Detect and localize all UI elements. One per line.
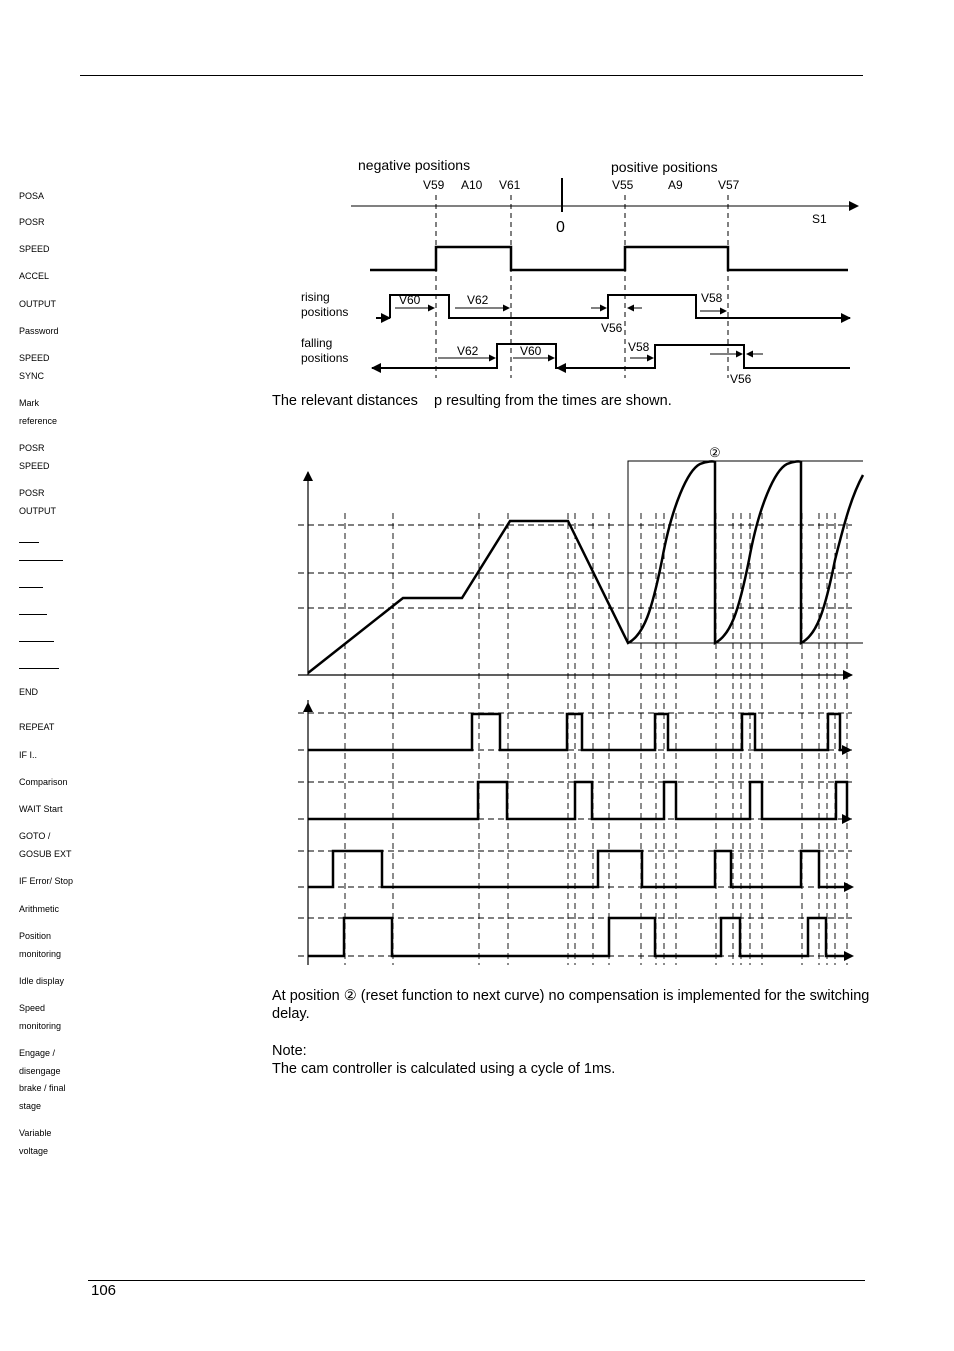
sidebar-item-9-line-1[interactable]: OUTPUT (19, 505, 56, 516)
v60-label-falling: V60 (520, 344, 542, 358)
sidebar-item-12-line-0[interactable]: IF I.. (19, 750, 37, 760)
sidebar-item-2-line-0[interactable]: SPEED (19, 244, 50, 254)
sidebar-item-9-line-0[interactable]: POSR (19, 488, 45, 498)
v56-label-falling: V56 (730, 372, 752, 386)
sidebar-item-21-line-1[interactable]: disengage (19, 1065, 61, 1076)
sidebar-item-8-line-0[interactable]: POSR (19, 443, 45, 453)
falling-label-1: falling (301, 336, 333, 350)
falling-label-2: positions (301, 351, 349, 365)
s1-label: S1 (812, 212, 827, 226)
sidebar-item-22-line-1[interactable]: voltage (19, 1145, 49, 1156)
sidebar-item-18-line-1[interactable]: monitoring (19, 948, 62, 959)
sidebar-item-5-line-0[interactable]: Password (19, 326, 59, 336)
sidebar-item-14-line-0[interactable]: WAIT Start (19, 804, 63, 814)
sidebar-item-8-line-1[interactable]: SPEED (19, 460, 50, 471)
page-number: 106 (91, 1282, 117, 1299)
v60-label-rising: V60 (399, 293, 421, 307)
v58-label-rising: V58 (701, 291, 723, 305)
sidebar-item-19-line-0[interactable]: Idle display (19, 976, 65, 986)
tick-label-v59: V59 (423, 178, 445, 192)
rising-label-2: positions (301, 305, 349, 319)
sidebar-item-6-line-0[interactable]: SPEED (19, 353, 50, 363)
sidebar-item-20-line-0[interactable]: Speed (19, 1003, 46, 1013)
sidebar-item-21-line-0[interactable]: Engage / (19, 1048, 56, 1058)
zero-label: 0 (556, 219, 565, 236)
reset-note-paragraph: At position ② (reset function to next curve) no compensation is implemented for the switching delay. (272, 988, 870, 1022)
note-body: The cam controller is calculated using a cycle of 1ms. (272, 1061, 616, 1077)
v58-label-falling: V58 (628, 340, 650, 354)
relevant-distances-text: The relevant distances p resulting from the times are shown. (272, 393, 672, 409)
negative-positions-label: negative positions (358, 157, 471, 173)
sidebar-item-13-line-0[interactable]: Comparison (19, 777, 68, 787)
sidebar-item-7-line-0[interactable]: Mark (19, 398, 39, 408)
sidebar-item-0-line-0[interactable]: POSA (19, 191, 45, 201)
v56-label-rising: V56 (601, 321, 623, 335)
sidebar-item-15-line-1[interactable]: GOSUB EXT (19, 848, 72, 859)
tick-label-a9: A9 (668, 178, 683, 192)
sidebar-item-22-line-0[interactable]: Variable (19, 1128, 52, 1138)
sidebar-item-10-line-0[interactable]: END (19, 687, 39, 697)
positive-positions-label: positive positions (611, 159, 718, 175)
v62-label-rising: V62 (467, 293, 489, 307)
sidebar-item-17-line-0[interactable]: Arithmetic (19, 904, 60, 914)
sidebar-item-21-line-2[interactable]: brake / final (19, 1083, 66, 1093)
sidebar-item-20-line-1[interactable]: monitoring (19, 1020, 62, 1031)
sidebar-item-16-line-0[interactable]: IF Error/ Stop (19, 876, 74, 886)
sidebar-item-18-line-0[interactable]: Position (19, 931, 52, 941)
rising-label-1: rising (301, 290, 330, 304)
tick-label-v61: V61 (499, 178, 521, 192)
tick-label-v55: V55 (612, 178, 634, 192)
v62-label-falling: V62 (457, 344, 479, 358)
tick-label-v57: V57 (718, 178, 740, 192)
sidebar-item-7-line-1[interactable]: reference (19, 415, 58, 426)
sidebar-item-1-line-0[interactable]: POSR (19, 217, 45, 227)
sidebar-item-15-line-0[interactable]: GOTO / (19, 831, 51, 841)
sidebar-item-6-line-1[interactable]: SYNC (19, 370, 45, 381)
sidebar-item-21-line-3[interactable]: stage (19, 1100, 42, 1111)
tick-label-a10: A10 (461, 178, 483, 192)
sidebar-item-3-line-0[interactable]: ACCEL (19, 271, 50, 281)
reset-marker: ② (709, 445, 721, 460)
sidebar-item-4-line-0[interactable]: OUTPUT (19, 299, 56, 309)
note-heading: Note: (272, 1043, 307, 1059)
sidebar-item-11-line-0[interactable]: REPEAT (19, 722, 55, 732)
